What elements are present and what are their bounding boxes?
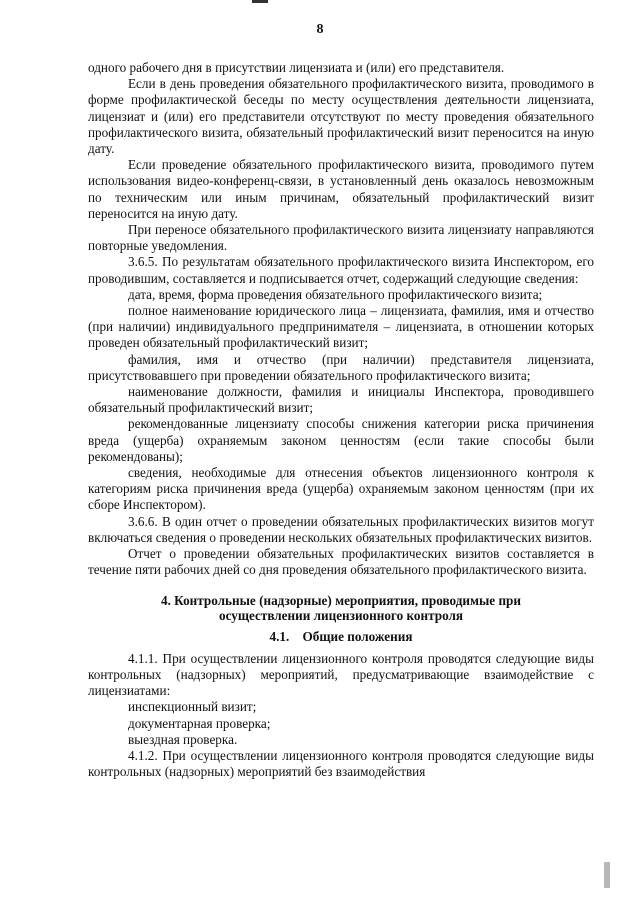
section-heading-line: осуществлении лицензионного контроля [218,607,464,623]
list-item: фамилия, имя и отчество (при наличии) представителя лицензиата, присутствовавшего при проведении обязательного профилактического визита; [88,351,594,383]
list-item: документарная проверка; [128,715,271,731]
scan-mark-top [252,0,268,3]
subsection-heading: 4.1. Общие положения [269,628,413,644]
list-item: инспекционный визит; [128,699,257,715]
paragraph: Отчет о проведении обязательных профилактических визитов составляется в течение пяти рабочих дней со дня проведения обязательного профилактического визита. [88,546,594,578]
section-heading [88,593,594,623]
paragraph: 3.6.6. В один отчет о проведении обязательных профилактических визитов могут включаться сведения о проведении нескольких обязательных профилактических визитов. [88,513,594,545]
section-heading-line: 4. Контрольные (надзорные) мероприятия, проводимые при [160,592,521,608]
list-item: наименование должности, фамилия и инициалы Инспектора, проводившего обязательный профилактический визит; [88,384,594,416]
list-item: выездная проверка. [128,731,238,747]
list-item: сведения, необходимые для отнесения объектов лицензионного контроля к категориям риска причинения вреда (ущерба) охраняемым законом ценностям (при их сборе Инспектором). [88,465,594,513]
paragraph: Если проведение обязательного профилактического визита, проводимого путем использования видео-конференц-связи, в установленный день оказалось невозможным по техническим или иным причинам, обязательный профилактический визит переносится на иную дату. [88,157,594,221]
document-body [88,60,594,780]
paragraph: Если в день проведения обязательного профилактического визита, проводимого в форме профилактической беседы по месту осуществления деятельности лицензиата, лицензиат и (или) его представители отсутствуют по месту проведения обязательного профилактического визита, обязательный профилактический визит переносится на иную дату. [88,76,594,157]
list-item: дата, время, форма проведения обязательного профилактического визита; [128,286,543,302]
paragraph: 3.6.5. По результатам обязательного профилактического визита Инспектором, его проводившим, составляется и подписывается отчет, содержащий следующие сведения: [88,254,594,286]
scan-mark-bottom [604,862,610,888]
list-item: рекомендованные лицензиату способы снижения категории риска причинения вреда (ущерба) охраняемым законом ценностям (если такие способы были рекомендованы); [88,416,594,464]
paragraph: 4.1.1. При осуществлении лицензионного контроля проводятся следующие виды контрольных (надзорных) мероприятий, предусматривающие взаимодействие с лицензиатами: [88,650,594,699]
page-number: 8 [316,22,324,37]
paragraph: При переносе обязательного профилактического визита лицензиату направляются повторные уведомления. [88,222,594,254]
list-item: полное наименование юридического лица – лицензиата, фамилия, имя и отчество (при наличии) индивидуального предпринимателя – лицензиата, в отношении которых проведен обязательный профилактический визит; [88,303,594,351]
paragraph: одного рабочего дня в присутствии лицензиата и (или) его представителя. [88,60,505,75]
paragraph: 4.1.2. При осуществлении лицензионного контроля проводятся следующие виды контрольных (надзорных) мероприятий без взаимодействия [88,747,594,780]
